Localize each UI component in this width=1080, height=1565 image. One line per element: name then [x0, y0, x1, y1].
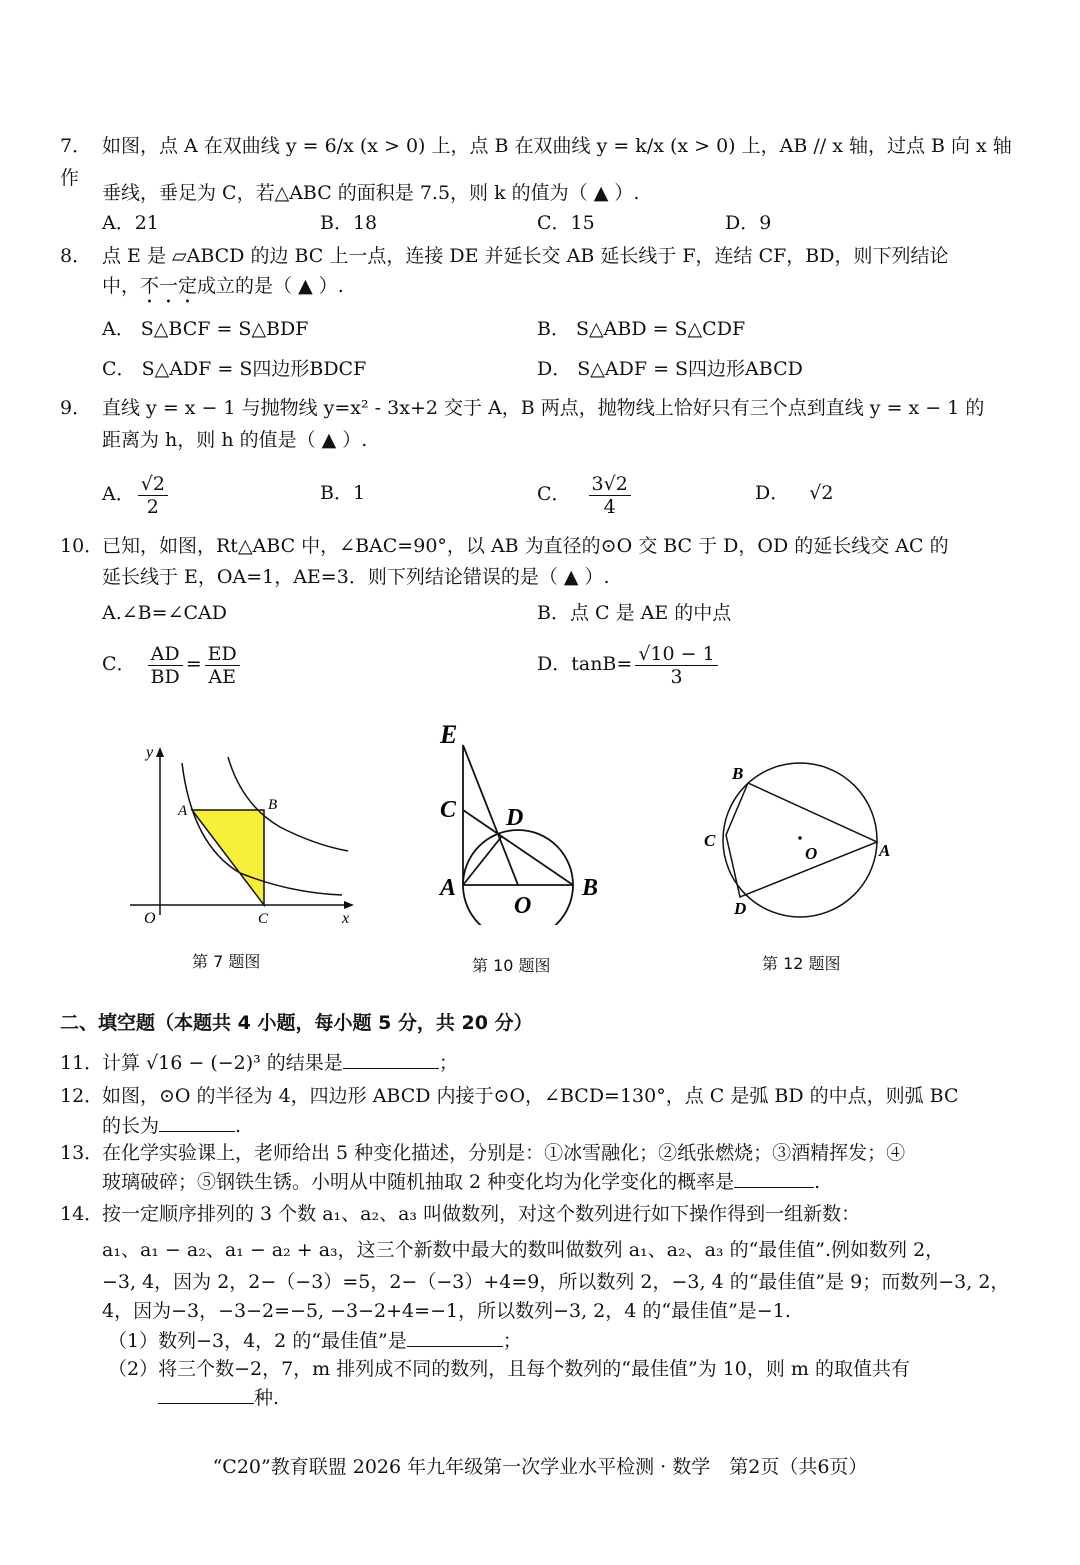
fig10-label-a: A [440, 875, 457, 901]
fig7-y-arrow [156, 747, 164, 757]
q8-emphasis: 不一定 [140, 275, 198, 297]
q9-option-a-label: A． [102, 483, 135, 505]
q10-option-c-frac2 [205, 643, 240, 688]
question-number: 9． [60, 397, 92, 419]
question-number: 8． [60, 245, 92, 267]
figure-10 [430, 715, 620, 925]
question-7-line1: 如图，点 A 在双曲线 y = 6/x (x > 0) 上，点 B 在双曲线 y = k/x (x > 0) 上，AB // x 轴，过点 B 向 x 轴作 [60, 135, 1012, 189]
q10-option-c-label: C． [102, 653, 136, 675]
q10-option-d [537, 636, 721, 692]
answer-blank-13[interactable] [734, 1167, 814, 1188]
fraction-numerator: 3√2 [589, 473, 631, 496]
question-14-sub2-end: 种. [254, 1387, 280, 1409]
question-13 [60, 1137, 1030, 1169]
question-number: 13． [60, 1142, 104, 1164]
q9-option-a-fraction [138, 473, 168, 518]
q8-option-a: A． S△BCF = S△BDF [102, 318, 309, 340]
fig10-label-d: D [506, 805, 524, 831]
figure-12-caption: 第 12 题图 [762, 954, 841, 973]
q7-option-b: B．18 [320, 212, 378, 234]
question-11-text: 计算 √16 − (−2)³ 的结果是 [102, 1052, 343, 1074]
question-8 [60, 240, 1030, 272]
answer-blank-14-2[interactable] [158, 1383, 254, 1404]
question-13-line2 [102, 1166, 1032, 1198]
q7-option-c: C．15 [537, 212, 595, 234]
figure-7-caption: 第 7 题图 [192, 952, 261, 971]
fig12-label-b: B [732, 764, 744, 783]
q10-option-d-label: D．tanB= [537, 653, 633, 675]
figure-10-caption: 第 10 题图 [472, 956, 551, 975]
question-11 [60, 1047, 1030, 1079]
q8-option-b: B． S△ABD = S△CDF [537, 318, 746, 340]
fig12-label-d: D [734, 899, 747, 918]
fig10-label-e: E [440, 720, 458, 749]
question-number: 14． [60, 1203, 104, 1225]
q7-option-a: A．21 [102, 212, 159, 234]
answer-blank-12[interactable] [159, 1111, 235, 1132]
question-11-end: ； [438, 1052, 458, 1074]
answer-blank-14-1[interactable] [407, 1326, 503, 1347]
question-14 [60, 1198, 1030, 1230]
fraction-numerator: √2 [138, 473, 168, 496]
figure-12 [690, 755, 910, 930]
fraction-numerator: ED [205, 643, 240, 666]
question-8-line2 [102, 270, 1032, 308]
q9-option-b: B．1 [320, 482, 366, 504]
fig10-label-c: C [440, 797, 457, 823]
fig12-center-dot [798, 836, 802, 840]
question-12-text: 的长为 [102, 1115, 160, 1137]
question-9 [60, 392, 1030, 424]
fig7-label-a: A [178, 803, 188, 819]
q9-option-d-label: D． [755, 482, 790, 504]
figure-7 [120, 735, 370, 935]
fig7-label-c: C [258, 911, 269, 927]
page-footer: “C20”教育联盟 2026 年九年级第一次学业水平检测 · 数学 第2页（共6页） [212, 1456, 868, 1478]
question-13-end: . [814, 1171, 821, 1193]
question-12 [60, 1080, 1030, 1112]
fig7-label-y: y [146, 744, 154, 761]
question-9-line1: 直线 y = x − 1 与抛物线 y=x² - 3x+2 交于 A，B 两点，抛物线上恰好只有三个点到直线 y = x − 1 的 [102, 397, 985, 419]
q10-option-c: C． $\frac{AD}{BD}$ = $\frac{ED}{AE}$ [102, 636, 243, 692]
question-14-sub2-line2 [158, 1382, 1080, 1414]
question-14-sub1-end: ； [502, 1330, 522, 1352]
q10-option-b: B．点 C 是 AE 的中点 [537, 602, 732, 624]
fig7-label-o: O [144, 910, 156, 927]
q9-option-c-fraction [589, 473, 631, 518]
question-13-line1: 在化学实验课上，老师给出 5 种变化描述，分别是：①冰雪融化；②纸张燃烧；③酒精挥发；④ [102, 1142, 906, 1164]
q9-option-d [755, 478, 833, 508]
fig12-label-a: A [879, 841, 891, 860]
q10-option-a: A.∠B=∠CAD [102, 602, 227, 624]
fraction-denominator: 3 [670, 665, 683, 688]
fraction-numerator: AD [148, 643, 183, 666]
fig12-quadrilateral-abcd [726, 783, 877, 897]
question-number: 11． [60, 1052, 104, 1074]
question-10 [60, 530, 1030, 562]
q10-option-c-frac1 [148, 643, 183, 688]
q8-text-a: 中， [102, 275, 141, 297]
fig10-label-b: B [582, 875, 599, 901]
fig7-x-arrow [344, 901, 354, 909]
fraction-denominator: BD [150, 665, 180, 688]
fraction-denominator: 4 [603, 495, 616, 518]
q10-option-d-fraction [635, 643, 717, 688]
question-number: 12． [60, 1085, 104, 1107]
fraction-numerator: √10 − 1 [635, 643, 717, 666]
question-9-line2: 距离为 h，则 h 的值是（ ▲ ）. [102, 429, 368, 451]
q8-option-c: C． S△ADF = S四边形BDCF [102, 358, 367, 380]
q8-text-c: 成立的是（ ▲ ）. [197, 275, 344, 297]
question-14-line2: a₁、a₁ − a₂、a₁ − a₂ + a₃，这三个新数中最大的数叫做数列 a₁、a₂、a₃ 的“最佳值”.例如数列 2， [102, 1239, 945, 1261]
q7-option-d: D．9 [725, 212, 772, 234]
question-number: 7． [60, 135, 92, 157]
fraction-denominator: 2 [146, 495, 159, 518]
question-number: 10． [60, 535, 104, 557]
question-7-line2: 垂线，垂足为 C，若△ABC 的面积是 7.5，则 k 的值为（ ▲ ）. [102, 182, 640, 204]
q9-option-d-value: √2 [809, 482, 834, 504]
fig12-label-c: C [704, 831, 716, 850]
fig7-label-b: B [268, 797, 278, 813]
section-2-title: 二、填空题（本题共 4 小题，每小题 5 分，共 20 分） [60, 1012, 533, 1034]
question-14-sub1-text: （1）数列−3，4，2 的“最佳值”是 [108, 1330, 407, 1352]
q9-option-a [102, 466, 171, 522]
question-12-end: . [235, 1115, 242, 1137]
q9-option-c-label: C． [537, 483, 571, 505]
q9-option-c [537, 466, 634, 522]
question-12-line1: 如图，⊙O 的半径为 4，四边形 ABCD 内接于⊙O，∠BCD=130°，点 C 是弧 BD 的中点，则弧 BC [102, 1085, 959, 1107]
question-14-line4: 4，因为−3，−3−2=−5, −3−2+4=−1，所以数列−3, 2，4 的“最佳值”是−1. [102, 1300, 791, 1322]
fig7-label-x: x [342, 910, 350, 927]
fig12-label-o: O [805, 844, 818, 863]
question-14-sub2: （2）将三个数−2，7，m 排列成不同的数列，且每个数列的“最佳值”为 10，则 m 的取值共有 [108, 1358, 910, 1380]
question-14-line1: 按一定顺序排列的 3 个数 a₁、a₂、a₃ 叫做数列，对这个数列进行如下操作得到一组新数： [102, 1203, 861, 1225]
fig10-label-o: O [514, 893, 532, 919]
question-8-line1: 点 E 是 ▱ABCD 的边 BC 上一点，连接 DE 并延长交 AB 延长线于 F，连结 CF，BD，则下列结论 [102, 245, 949, 267]
answer-blank-11[interactable] [343, 1048, 439, 1069]
question-10-line1: 已知，如图，Rt△ABC 中，∠BAC=90°，以 AB 为直径的⊙O 交 BC 于 D，OD 的延长线交 AC 的 [102, 535, 949, 557]
q8-option-d: D． S△ADF = S四边形ABCD [537, 358, 803, 380]
question-14-line3: −3, 4，因为 2，2−（−3）=5，2−（−3）+4=9，所以数列 2，−3, 4 的“最佳值”是 9；而数列−3, 2， [102, 1271, 1010, 1293]
fraction-denominator: AE [208, 665, 237, 688]
question-13-text: 玻璃破碎；⑤钢铁生锈。小明从中随机抽取 2 种变化均为化学变化的概率是 [102, 1171, 735, 1193]
question-10-line2: 延长线于 E，OA=1，AE=3．则下列结论错误的是（ ▲ ）. [102, 566, 610, 588]
